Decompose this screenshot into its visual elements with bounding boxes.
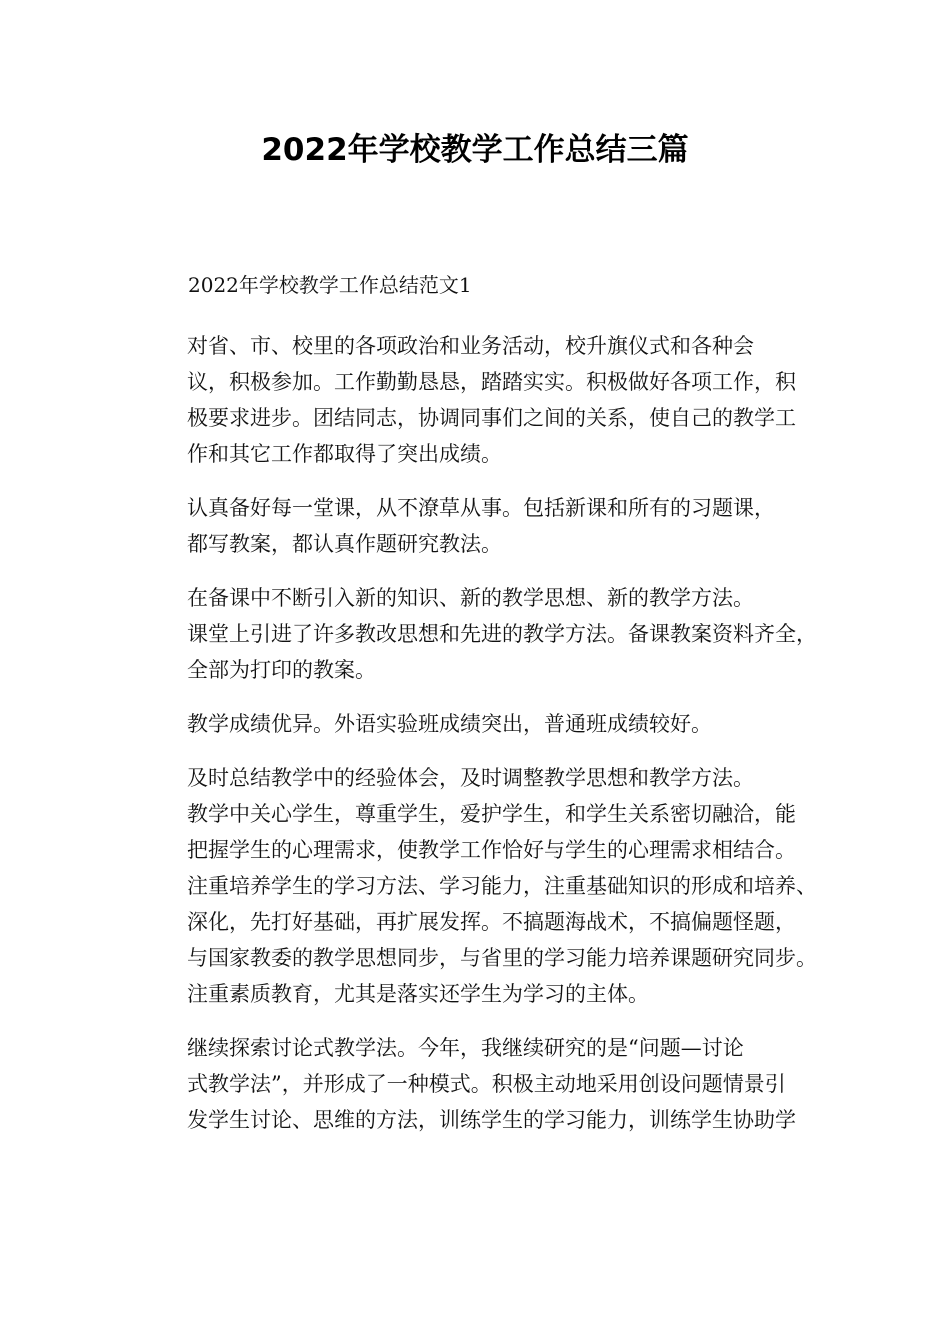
paragraph-line: 作和其它工作都取得了突出成绩。	[187, 442, 502, 466]
paragraph-line: 注重培养学生的学习方法、学习能力，注重基础知识的形成和培养、	[187, 874, 817, 898]
paragraph-line: 都写教案，都认真作题研究教法。	[187, 532, 502, 556]
body-paragraph	[145, 580, 815, 688]
paragraph-line: 继续探索讨论式教学法。今年，我继续研究的是“问题—讨论	[187, 1036, 744, 1060]
paragraph-line: 发学生讨论、思维的方法，训练学生的学习能力，训练学生协助学	[187, 1108, 796, 1132]
paragraph-line: 与国家教委的教学思想同步，与省里的学习能力培养课题研究同步。	[187, 946, 817, 970]
paragraph-line: 在备课中不断引入新的知识、新的教学思想、新的教学方法。	[187, 586, 754, 610]
body-paragraph	[145, 1030, 815, 1138]
paragraph-line: 注重素质教育，尤其是落实还学生为学习的主体。	[187, 982, 649, 1006]
paragraph-line: 极要求进步。团结同志，协调同事们之间的关系，使自己的教学工	[187, 406, 796, 430]
document-title: 2022年学校教学工作总结三篇	[261, 132, 689, 168]
paragraph-line: 议，积极参加。工作勤勤恳恳，踏踏实实。积极做好各项工作，积	[187, 370, 796, 394]
body-paragraph	[145, 760, 815, 1012]
paragraph-line: 对省、市、校里的各项政治和业务活动，校升旗仪式和各种会	[187, 334, 754, 358]
paragraph-line: 把握学生的心理需求，使教学工作恰好与学生的心理需求相结合。	[187, 838, 796, 862]
paragraph-line: 教学中关心学生，尊重学生，爱护学生，和学生关系密切融洽，能	[187, 802, 796, 826]
paragraph-line: 式教学法”，并形成了一种模式。积极主动地采用创设问题情景引	[187, 1072, 786, 1096]
paragraph-line: 课堂上引进了许多教改思想和先进的教学方法。备课教案资料齐全，	[187, 622, 817, 646]
body-paragraph	[145, 706, 815, 742]
paragraph-line: 认真备好每一堂课，从不潦草从事。包括新课和所有的习题课，	[187, 496, 775, 520]
paragraph-line: 深化，先打好基础，再扩展发挥。不搞题海战术，不搞偏题怪题，	[187, 910, 796, 934]
body-paragraph	[145, 328, 815, 472]
paragraph-line: 教学成绩优异。外语实验班成绩突出，普通班成绩较好。	[187, 712, 712, 736]
paragraph-line: 及时总结教学中的经验体会，及时调整教学思想和教学方法。	[187, 766, 754, 790]
document-body	[145, 328, 815, 1156]
body-paragraph	[145, 490, 815, 562]
paragraph-line: 全部为打印的教案。	[187, 658, 376, 682]
section-heading: 2022年学校教学工作总结范文1	[188, 273, 472, 297]
